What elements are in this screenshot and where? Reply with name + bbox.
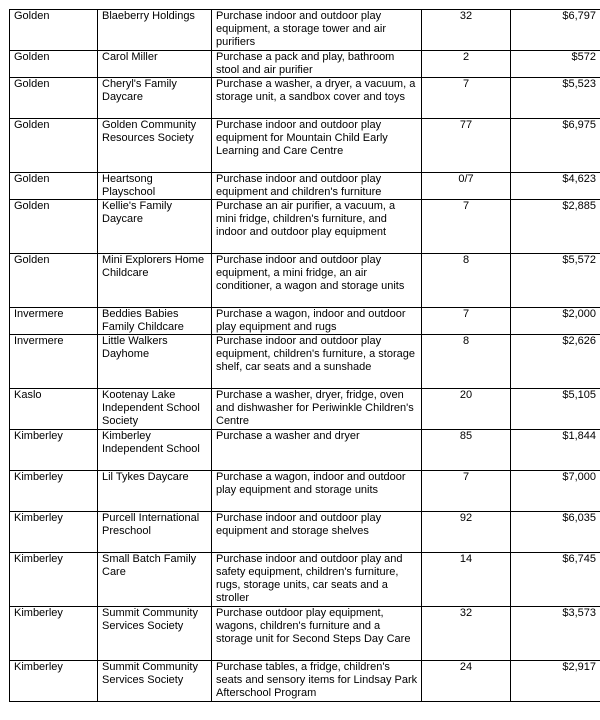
spaces-cell: 14: [422, 553, 511, 607]
spaces-cell: 85: [422, 430, 511, 471]
recipient-cell: Kootenay Lake Independent School Society: [98, 389, 212, 430]
recipient-cell: Small Batch Family Care: [98, 553, 212, 607]
spaces-cell: 0/7: [422, 173, 511, 200]
community-cell: Kimberley: [10, 661, 98, 702]
community-cell: Kimberley: [10, 512, 98, 553]
community-cell: Invermere: [10, 308, 98, 335]
recipient-cell: Blaeberry Holdings: [98, 10, 212, 51]
spaces-cell: 32: [422, 607, 511, 661]
community-cell: Golden: [10, 173, 98, 200]
table-row: [10, 51, 600, 78]
table-row: [10, 10, 600, 51]
description-cell: Purchase a wagon, indoor and outdoor play equipment and storage units: [212, 471, 422, 512]
spaces-cell: 77: [422, 119, 511, 173]
table-row: [10, 607, 600, 661]
description-cell: Purchase a washer and dryer: [212, 430, 422, 471]
recipient-cell: Mini Explorers Home Childcare: [98, 254, 212, 308]
table-row: [10, 512, 600, 553]
description-cell: Purchase a washer, a dryer, a vacuum, a storage unit, a sandbox cover and toys: [212, 78, 422, 119]
amount-cell: $6,035: [511, 512, 600, 553]
community-cell: Golden: [10, 78, 98, 119]
amount-cell: $572: [511, 51, 600, 78]
community-cell: Kimberley: [10, 430, 98, 471]
spaces-cell: 24: [422, 661, 511, 702]
table-row: [10, 119, 600, 173]
recipient-cell: Carol Miller: [98, 51, 212, 78]
description-cell: Purchase indoor and outdoor play equipment, a mini fridge, an air conditioner, a wagon and storage units: [212, 254, 422, 308]
spaces-cell: 8: [422, 254, 511, 308]
community-cell: Golden: [10, 51, 98, 78]
table-row: [10, 553, 600, 607]
spaces-cell: 7: [422, 78, 511, 119]
amount-cell: $2,917: [511, 661, 600, 702]
recipient-cell: Kellie's Family Daycare: [98, 200, 212, 254]
community-cell: Golden: [10, 200, 98, 254]
table-row: [10, 430, 600, 471]
recipient-cell: Cheryl's Family Daycare: [98, 78, 212, 119]
recipient-cell: Heartsong Playschool: [98, 173, 212, 200]
recipient-cell: Summit Community Services Society: [98, 661, 212, 702]
spaces-cell: 7: [422, 308, 511, 335]
amount-cell: $2,000: [511, 308, 600, 335]
recipient-cell: Summit Community Services Society: [98, 607, 212, 661]
amount-cell: $6,797: [511, 10, 600, 51]
description-cell: Purchase an air purifier, a vacuum, a mini fridge, children's furniture, and indoor and outdoor play equipment: [212, 200, 422, 254]
amount-cell: $5,105: [511, 389, 600, 430]
community-cell: Kaslo: [10, 389, 98, 430]
table-row: [10, 389, 600, 430]
spaces-cell: 7: [422, 200, 511, 254]
amount-cell: $3,573: [511, 607, 600, 661]
community-cell: Golden: [10, 119, 98, 173]
spaces-cell: 20: [422, 389, 511, 430]
spaces-cell: 32: [422, 10, 511, 51]
community-cell: Kimberley: [10, 607, 98, 661]
amount-cell: $5,572: [511, 254, 600, 308]
description-cell: Purchase indoor and outdoor play equipment for Mountain Child Early Learning and Care Centre: [212, 119, 422, 173]
recipient-cell: Little Walkers Dayhome: [98, 335, 212, 389]
community-cell: Golden: [10, 10, 98, 51]
amount-cell: $2,885: [511, 200, 600, 254]
description-cell: Purchase indoor and outdoor play equipment, children's furniture, a storage shelf, car seats and a sunshade: [212, 335, 422, 389]
spaces-cell: 2: [422, 51, 511, 78]
description-cell: Purchase indoor and outdoor play equipment and storage shelves: [212, 512, 422, 553]
recipient-cell: Beddies Babies Family Childcare: [98, 308, 212, 335]
community-cell: Kimberley: [10, 553, 98, 607]
table-row: [10, 78, 600, 119]
spaces-cell: 8: [422, 335, 511, 389]
recipient-cell: Kimberley Independent School: [98, 430, 212, 471]
community-cell: Invermere: [10, 335, 98, 389]
description-cell: Purchase a wagon, indoor and outdoor play equipment and rugs: [212, 308, 422, 335]
description-cell: Purchase tables, a fridge, children's seats and sensory items for Lindsay Park Afterschool Program: [212, 661, 422, 702]
table-row: [10, 254, 600, 308]
table-row: [10, 471, 600, 512]
description-cell: Purchase indoor and outdoor play and safety equipment, children's furniture, rugs, storage units, car seats and a stroller: [212, 553, 422, 607]
community-cell: Kimberley: [10, 471, 98, 512]
description-cell: Purchase a pack and play, bathroom stool and air purifier: [212, 51, 422, 78]
amount-cell: $1,844: [511, 430, 600, 471]
description-cell: Purchase a washer, dryer, fridge, oven and dishwasher for Periwinkle Children's Centre: [212, 389, 422, 430]
amount-cell: $6,745: [511, 553, 600, 607]
grant-table-body: [10, 10, 600, 702]
description-cell: Purchase indoor and outdoor play equipment and children's furniture: [212, 173, 422, 200]
amount-cell: $7,000: [511, 471, 600, 512]
description-cell: Purchase outdoor play equipment, wagons, children's furniture and a storage unit for Second Steps Day Care: [212, 607, 422, 661]
table-row: [10, 335, 600, 389]
table-row: [10, 661, 600, 702]
amount-cell: $5,523: [511, 78, 600, 119]
spaces-cell: 7: [422, 471, 511, 512]
community-cell: Golden: [10, 254, 98, 308]
amount-cell: $2,626: [511, 335, 600, 389]
grant-table: [9, 9, 600, 702]
recipient-cell: Golden Community Resources Society: [98, 119, 212, 173]
table-row: [10, 200, 600, 254]
amount-cell: $4,623: [511, 173, 600, 200]
table-row: [10, 173, 600, 200]
amount-cell: $6,975: [511, 119, 600, 173]
recipient-cell: Purcell International Preschool: [98, 512, 212, 553]
recipient-cell: Lil Tykes Daycare: [98, 471, 212, 512]
table-row: [10, 308, 600, 335]
description-cell: Purchase indoor and outdoor play equipment, a storage tower and air purifiers: [212, 10, 422, 51]
spaces-cell: 92: [422, 512, 511, 553]
